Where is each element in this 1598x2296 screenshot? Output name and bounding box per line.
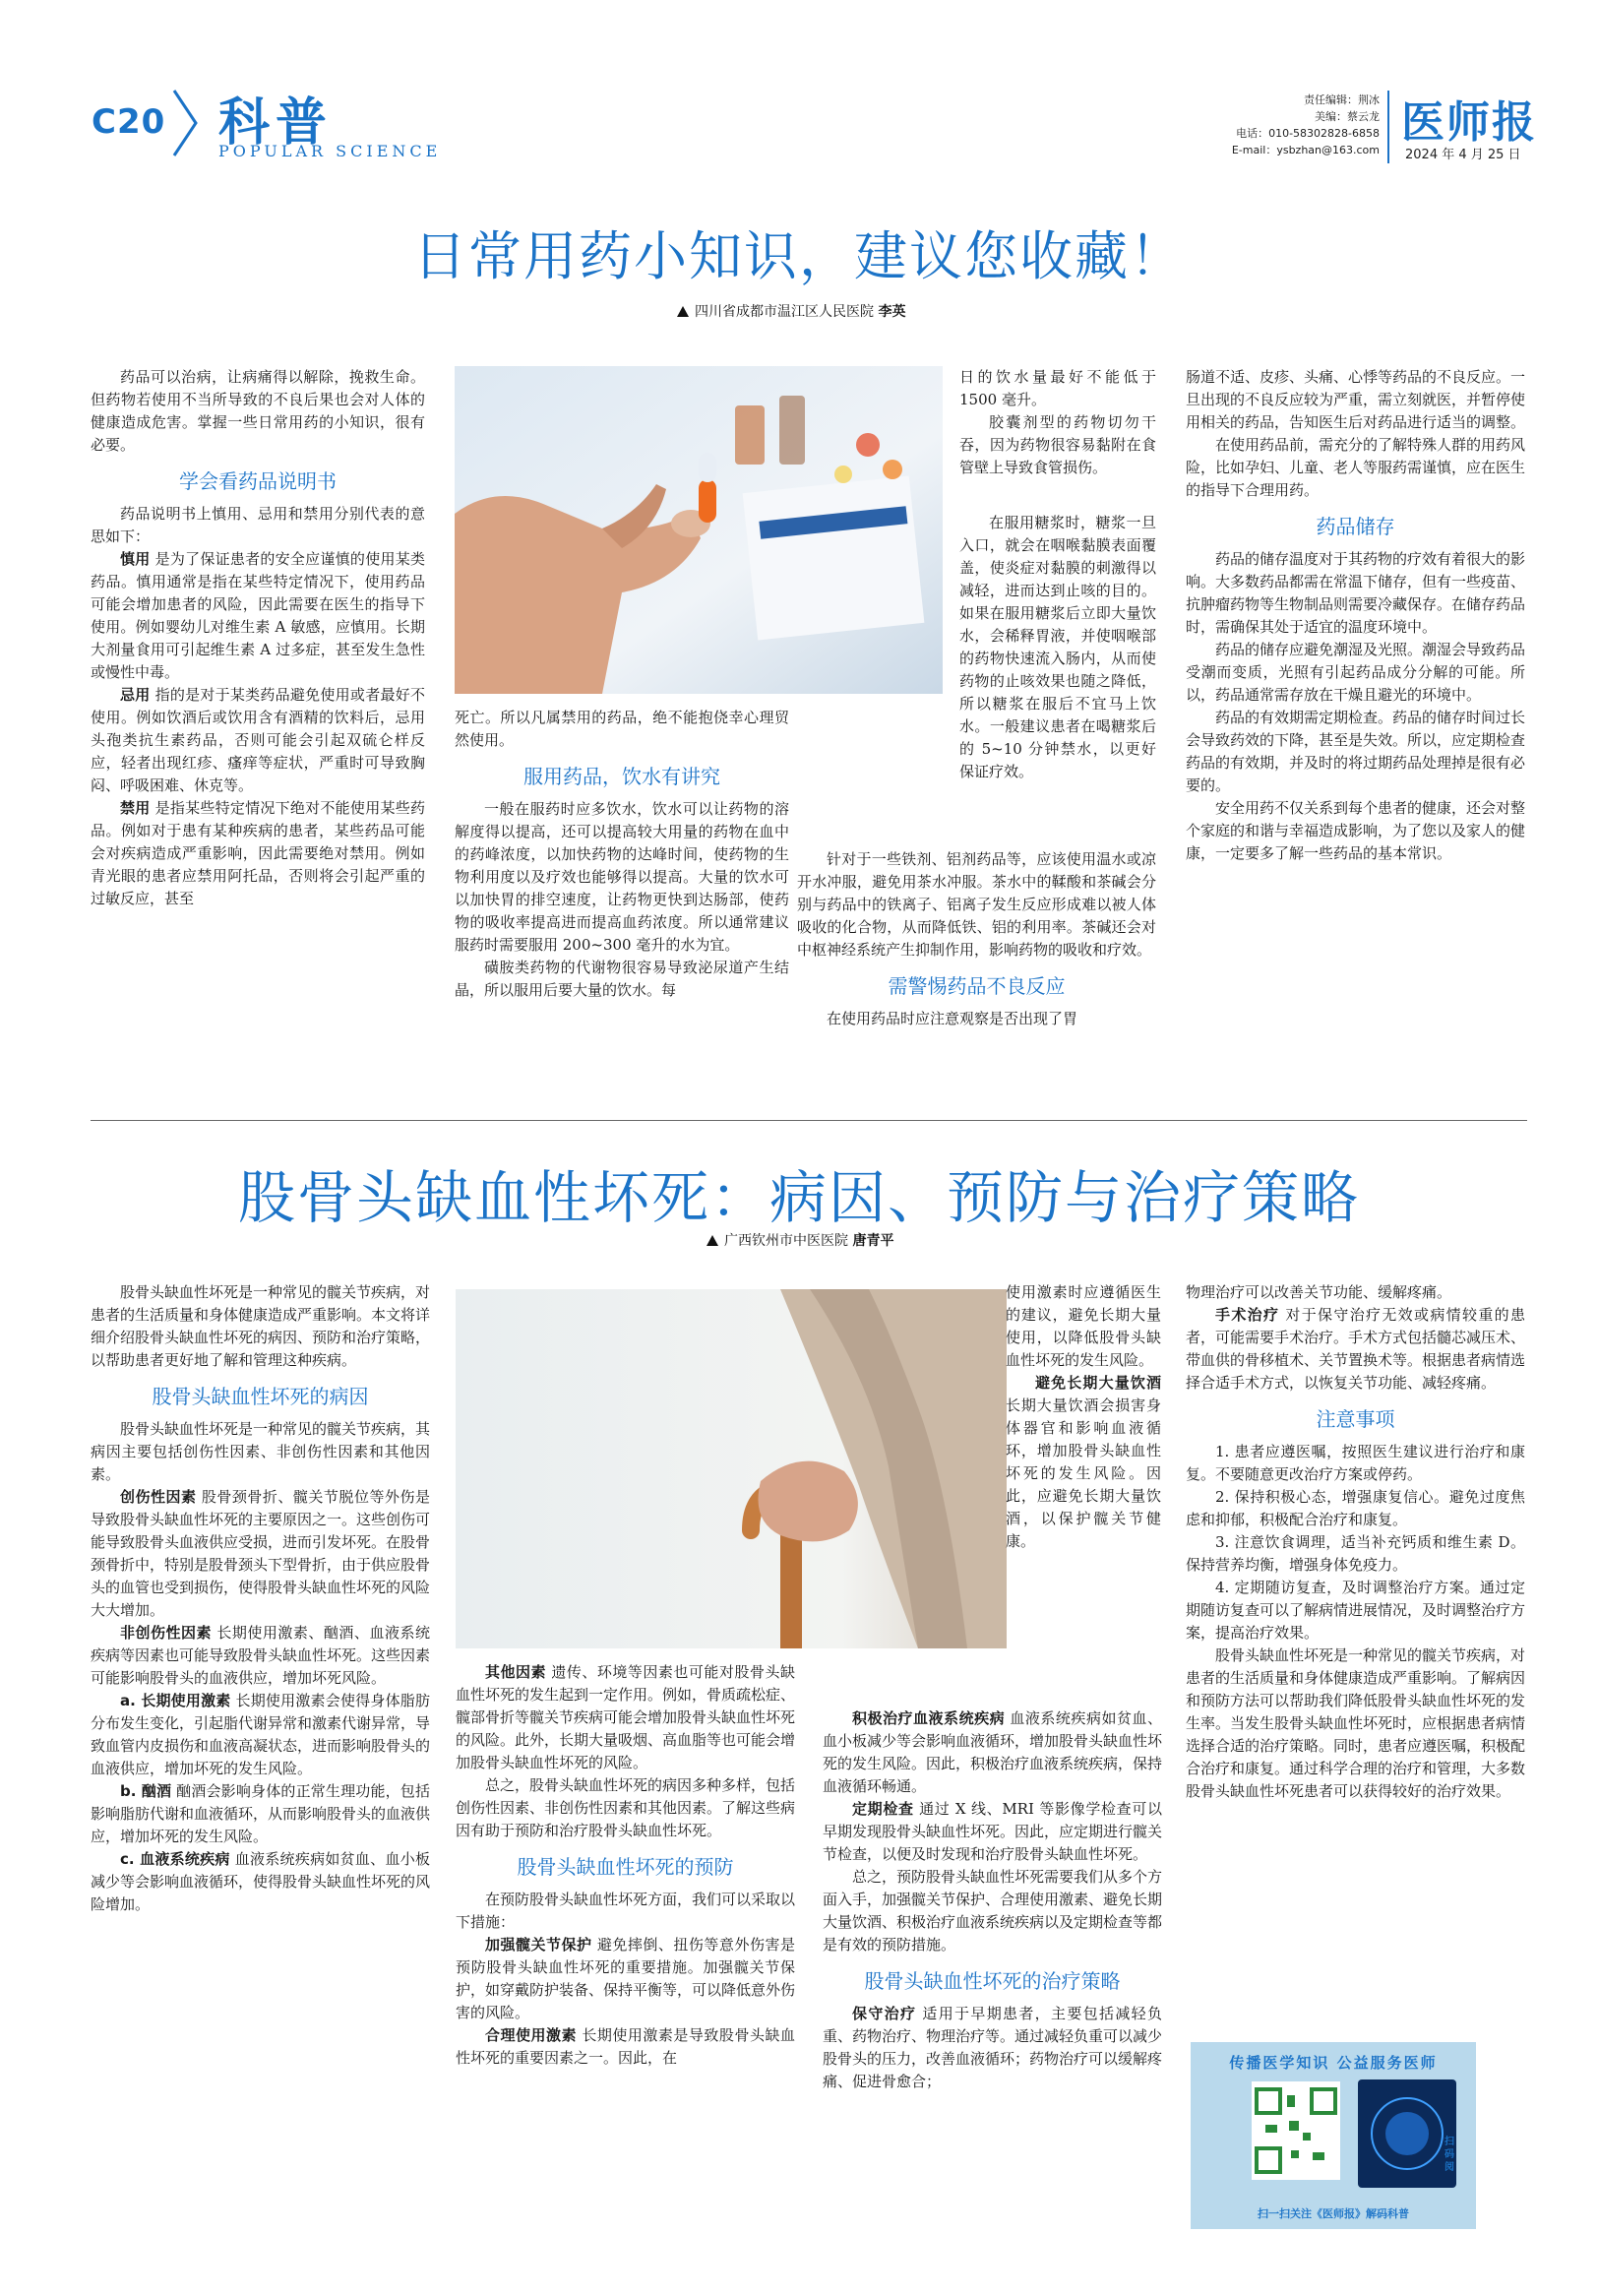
- triangle-icon: [707, 1235, 718, 1246]
- paragraph: [823, 1798, 1162, 1866]
- paragraph: [823, 1707, 1162, 1798]
- phone: 电话：010-58302828-6858: [1236, 127, 1380, 140]
- paragraph: [91, 548, 425, 684]
- article2-byline-org: 广西钦州市中医医院: [724, 1233, 848, 1249]
- paragraph: [456, 2024, 795, 2070]
- keyword: 保守治疗: [852, 2005, 917, 2022]
- paragraph-text: 通过 X 线、MRI 等影像学检查可以早期发现股骨头缺血性坏死。因此，应定期进行髋关节检查，以便及时发现和治疗股骨头缺血性坏死。: [823, 1800, 1163, 1863]
- note-item: 4. 定期随访复查，及时调整治疗方案。通过定期随访复查可以了解病情进展情况，及时调整治疗方案，提高治疗效果。: [1186, 1579, 1526, 1642]
- article1-column-2: [455, 707, 789, 1002]
- paragraph: 在使用药品时应注意观察是否出现了胃: [827, 1010, 1078, 1027]
- paragraph: 日的饮水量最好不能低于 1500 毫升。: [959, 368, 1156, 408]
- subheading: 药品储存: [1316, 515, 1395, 538]
- subheading: 注意事项: [1316, 1407, 1395, 1431]
- paragraph: 在使用药品前，需充分的了解特殊人群的用药风险，比如孕妇、儿童、老人等服药需谨慎，应在医生的指导下合理用药。: [1186, 436, 1526, 499]
- paragraph: 股骨头缺血性坏死是一种常见的髋关节疾病，对患者的生活质量和身体健康造成严重影响。本文将详细介绍股骨头缺血性坏死的病因、预防和治疗策略，以帮助患者更好地了解和管理这种疾病。: [91, 1283, 431, 1369]
- keyword: 手术治疗: [1215, 1306, 1280, 1324]
- keyword: 积极治疗血液系统疾病: [852, 1709, 1006, 1727]
- keyword: b. 酗酒: [120, 1782, 172, 1800]
- paragraph-text: 对于保守治疗无效或病情较重的患者，可能需要手术治疗。手术方式包括髓芯减压术、带血供的骨移植术、关节置换术等。根据患者病情选择合适手术方式，以恢复关节功能、减轻疼痛。: [1186, 1306, 1526, 1392]
- paragraph: 针对于一些铁剂、铝剂药品等，应该使用温水或凉开水冲服，避免用茶水冲服。茶水中的鞣酸和茶碱会分别与药品中的铁离子、铝离子发生反应形成难以被人体吸收的化合物，从而降低铁、铝的利用率。茶碱还会对中枢神经系统产生抑制作用，影响药物的吸收和疗效。: [797, 850, 1156, 959]
- keyword: 禁用: [120, 799, 151, 817]
- subheading: 需警惕药品不良反应: [888, 974, 1066, 998]
- paragraph: 药品的储存应避免潮湿及光照。潮湿会导致药品受潮而变质，光照有引起药品成分分解的可能。所以，药品通常需存放在干燥且避光的环境中。: [1186, 641, 1526, 704]
- paragraph: [456, 1934, 795, 2024]
- note-item: 3. 注意饮食调理，适当补充钙质和维生素 D。保持营养均衡，增强身体免疫力。: [1186, 1533, 1525, 1574]
- paragraph: 药品可以治病，让病痛得以解除，挽救生命。但药物若使用不当所导致的不良后果也会对人体的健康造成危害。掌握一些日常用药的小知识，很有必要。: [91, 368, 425, 454]
- subheading: 服用药品，饮水有讲究: [523, 765, 720, 788]
- promo-caption: 扫一扫关注《医师报》解码科普: [1258, 2207, 1409, 2220]
- article1-byline-author: 李英: [878, 304, 906, 320]
- subheading: 股骨头缺血性坏死的病因: [152, 1385, 369, 1408]
- paragraph: [91, 797, 425, 910]
- section-title: 科普: [218, 93, 334, 153]
- promo-box: [1191, 2042, 1476, 2229]
- paragraph-text: 是为了保证患者的安全应谨慎的使用某类药品。慎用通常是指在某些特定情况下，使用药品可能会增加患者的风险，因此需要在医生的指导下使用。例如婴幼儿对维生素 A 敏感，应慎用。长期大剂量食用可引起维生素 A 过多症，甚至发生急性或慢性中毒。: [91, 550, 425, 681]
- paragraph: [91, 684, 425, 797]
- paragraph-text: 长期使用激素是导致股骨头缺血性坏死的重要因素之一。因此，在: [456, 2026, 795, 2067]
- article2-photo: [456, 1289, 1007, 1648]
- keyword: 避免长期大量饮酒: [1035, 1374, 1161, 1392]
- note-item: 2. 保持积极心态，增强康复信心。避免过度焦虑和抑郁，积极配合治疗和康复。: [1186, 1488, 1525, 1528]
- promo-emblem-icon: [1358, 2079, 1456, 2188]
- paragraph-text: 长期使用激素会使得身体脂肪分布发生变化，引起脂代谢异常和激素代谢异常，导致血管内皮损伤和血液高凝状态，进而影响股骨头的血液供应，增加坏死的发生风险。: [91, 1692, 431, 1777]
- paragraph: 药品的有效期需定期检查。药品的储存时间过长会导致药效的下降，甚至是失效。所以，应定期检查药品的有效期，并及时的将过期药品处理掉是很有必要的。: [1186, 709, 1526, 794]
- paragraph: 股骨头缺血性坏死是一种常见的髋关节疾病，其病因主要包括创伤性因素、非创伤性因素和其他因素。: [91, 1420, 431, 1483]
- cane-photo-illustration: [456, 1289, 1007, 1648]
- promo-title: 传播医学知识 公益服务医师: [1229, 2054, 1438, 2072]
- article1-byline: [677, 301, 905, 321]
- keyword: 非创伤性因素: [120, 1624, 213, 1642]
- article2-byline-author: 唐青平: [852, 1233, 894, 1249]
- issue-date: 2024 年 4 月 25 日: [1405, 148, 1521, 162]
- art-editor-credit: 美编：蔡云龙: [1315, 110, 1380, 123]
- paragraph-text: 酗酒会影响身体的正常生理功能，包括影响脂肪代谢和血液循环，从而影响股骨头的血液供应，增加坏死的发生风险。: [91, 1782, 431, 1845]
- article1-title: 日常用药小知识，建议您收藏！: [413, 225, 1185, 287]
- qr-code-icon[interactable]: [1252, 2081, 1340, 2180]
- paragraph: 磺胺类药物的代谢物很容易导致泌尿道产生结晶，所以服用后要大量的饮水。每: [455, 959, 789, 999]
- paragraph: [456, 1661, 795, 1774]
- article1-column-3-lower: [797, 848, 1156, 1030]
- article2-column-2: [456, 1661, 795, 2070]
- paragraph: [91, 1622, 430, 1690]
- article-divider: [91, 1120, 1527, 1121]
- article1-column-4: [1186, 366, 1525, 865]
- keyword: 忌用: [120, 686, 151, 704]
- editor-credit: 责任编辑：荆冰: [1304, 93, 1380, 106]
- paragraph: [91, 1848, 430, 1916]
- article1-column-3: [797, 512, 1156, 783]
- keyword: a. 长期使用激素: [120, 1692, 231, 1709]
- chevron-right-icon: [170, 87, 200, 159]
- paragraph-text: 血液系统疾病如贫血、血小板减少等会影响血液循环，使得股骨头缺血性坏死的风险增加。: [91, 1850, 431, 1913]
- keyword: 合理使用激素: [485, 2026, 578, 2044]
- article2-column-1: [91, 1281, 430, 1916]
- paragraph: 在预防股骨头缺血性坏死方面，我们可以采取以下措施：: [456, 1891, 796, 1931]
- paragraph-text: 长期使用激素、酗酒、血液系统疾病等因素也可能导致股骨头缺血性坏死。这些因素可能影响股骨头的血液供应，增加坏死风险。: [91, 1624, 431, 1687]
- subheading: 学会看药品说明书: [179, 469, 337, 493]
- paragraph: [91, 1690, 430, 1780]
- keyword: c. 血液系统疾病: [120, 1850, 230, 1868]
- paragraph: [1006, 1372, 1161, 1553]
- note-item: 1. 患者应遵医嘱，按照医生建议进行治疗和康复。不要随意更改治疗方案或停药。: [1186, 1443, 1525, 1483]
- article2-byline: [707, 1230, 893, 1250]
- subheading: 股骨头缺血性坏死的治疗策略: [864, 1969, 1121, 1993]
- newspaper-logo: 医师报: [1401, 97, 1537, 148]
- paragraph-text: 血液系统疾病如贫血、血小板减少等会影响血液循环，增加股骨头缺血性坏死的发生风险。因此，积极治疗血液系统疾病，保持血液循环畅通。: [823, 1709, 1163, 1795]
- promo-side-text: 扫码阅: [1444, 2137, 1454, 2173]
- keyword: 创伤性因素: [120, 1488, 197, 1506]
- paragraph: 总之，股骨头缺血性坏死的病因多种多样，包括创伤性因素、非创伤性因素和其他因素。了解这些病因有助于预防和治疗股骨头缺血性坏死。: [456, 1776, 796, 1839]
- paragraph: [91, 1780, 430, 1848]
- paragraph-text: 长期大量饮酒会损害身体器官和影响血液循环，增加股骨头缺血性坏死的发生风险。因此，应避免长期大量饮酒，以保护髋关节健康。: [1006, 1396, 1161, 1550]
- article1-byline-org: 四川省成都市温江区人民医院: [695, 304, 874, 320]
- paragraph-text: 避免摔倒、扭伤等意外伤害是预防股骨头缺血性坏死的重要措施。加强髋关节保护，如穿戴防护装备、保持平衡等，可以降低意外伤害的风险。: [456, 1936, 796, 2021]
- paragraph-text: 股骨颈骨折、髋关节脱位等外伤是导致股骨头缺血性坏死的主要原因之一。这些创伤可能导致股骨头血液供应受损，进而引发坏死。在股骨颈骨折中，特别是股骨颈头下型骨折，由于供应股骨头的血管也受到损伤，使得股骨头缺血性坏死的风险大大增加。: [91, 1488, 431, 1619]
- paragraph: 物理治疗可以改善关节功能、缓解疼痛。: [1186, 1283, 1452, 1301]
- paragraph: 一般在服药时应多饮水，饮水可以让药物的溶解度得以提高，还可以提高较大用量的药物在血中的药峰浓度，以加快药物的达峰时间，使药物的生物利用度以及疗效也能够得以提高。大量的饮水可以加快胃的排空速度，让药物更快到达肠部，使药物的吸收率提高进而提高血药浓度。所以通常建议服药时需要服用 200~300 毫升的水为宜。: [455, 800, 789, 954]
- masthead-info: [1183, 92, 1380, 158]
- triangle-icon: [677, 306, 689, 317]
- masthead-divider: [1387, 91, 1389, 163]
- email: E-mail：ysbzhan@163.com: [1231, 144, 1380, 156]
- paragraph-text: 遗传、环境等因素也可能对股骨头缺血性坏死的发生起到一定作用。例如，骨质疏松症、髋部骨折等髋关节疾病可能会增加股骨头缺血性坏死的风险。此外，长期大量吸烟、高血脂等也可能会增加股骨头缺血性坏死的风险。: [456, 1663, 796, 1771]
- paragraph: 使用激素时应遵循医生的建议，避免长期大量使用，以降低股骨头缺血性坏死的发生风险。: [1006, 1283, 1161, 1369]
- paragraph: 死亡。所以凡属禁用的药品，绝不能抱侥幸心理贸然使用。: [455, 709, 789, 749]
- paragraph: 药品的储存温度对于其药物的疗效有着很大的影响。大多数药品都需在常温下储存，但有一些疫苗、抗肿瘤药物等生物制品则需要冷藏保存。在储存药品时，需确保其处于适宜的温度环境中。: [1186, 550, 1526, 636]
- paragraph: 肠道不适、皮疹、头痛、心悸等药品的不良反应。一旦出现的不良反应较为严重，需立刻就医，并暂停使用相关的药品，告知医生后对药品进行适当的调整。: [1186, 368, 1526, 431]
- keyword: 其他因素: [485, 1663, 547, 1681]
- article2-column-3: [823, 1707, 1162, 2093]
- article1-column-1: [91, 366, 425, 910]
- page-number: C20: [92, 102, 166, 142]
- article1-column-3-narrow: [959, 366, 1156, 479]
- paragraph: [823, 2003, 1162, 2093]
- article2-title: 股骨头缺血性坏死：病因、预防与治疗策略: [237, 1164, 1360, 1231]
- paragraph: 胶囊剂型的药物切勿干吞，因为药物很容易黏附在食管壁上导致食管损伤。: [959, 413, 1156, 476]
- paragraph-text: 是指某些特定情况下绝对不能使用某些药品。例如对于患有某种疾病的患者，某些药品可能会对疾病造成严重影响，因此需要绝对禁用。例如青光眼的患者应禁用阿托品，否则将会引起严重的过敏反应，甚至: [91, 799, 425, 907]
- article2-column-3-narrow: [1006, 1281, 1161, 1553]
- article2-column-4: [1186, 1281, 1525, 1803]
- paragraph: 安全用药不仅关系到每个患者的健康，还会对整个家庭的和谐与幸福造成影响，为了您以及家人的健康，一定要多了解一些药品的基本常识。: [1186, 799, 1526, 862]
- paragraph: 药品说明书上慎用、忌用和禁用分别代表的意思如下：: [91, 505, 425, 545]
- section-subtitle: POPULAR SCIENCE: [218, 142, 442, 160]
- paragraph-text: 指的是对于某类药品避免使用或者最好不使用。例如饮酒后或饮用含有酒精的饮料后，忌用头孢类抗生素药品，否则可能会引起双硫仑样反应，轻者出现红疹、瘙痒等症状，严重时可导致胸闷、呼吸困难、休克等。: [91, 686, 425, 794]
- subheading: 股骨头缺血性坏死的预防: [517, 1855, 734, 1879]
- paragraph: [1186, 1304, 1525, 1395]
- keyword: 加强髋关节保护: [485, 1936, 592, 1954]
- paragraph: 在服用糖浆时，糖浆一旦入口，就会在咽喉黏膜表面覆盖，使炎症对黏膜的刺激得以减轻，进而达到止咳的目的。如果在服用糖浆后立即大量饮水，会稀释胃液，并使咽喉部的药物快速流入肠内，从而使药物的止咳效果也随之降低，所以糖浆在服后不宜马上饮水。一般建议患者在喝糖浆后的 5~10 分钟禁水，以更好保证疗效。: [959, 514, 1156, 780]
- paragraph: 总之，预防股骨头缺血性坏死需要我们从多个方面入手，加强髋关节保护、合理使用激素、避免长期大量饮酒、积极治疗血液系统疾病以及定期检查等都是有效的预防措施。: [823, 1868, 1163, 1954]
- keyword: 定期检查: [852, 1800, 914, 1818]
- paragraph-text: 适用于早期患者，主要包括减轻负重、药物治疗、物理治疗等。通过减轻负重可以减少股骨头的压力，改善血液循环；药物治疗可以缓解疼痛、促进骨愈合；: [823, 2005, 1163, 2090]
- paragraph: [91, 1486, 430, 1622]
- keyword: 慎用: [120, 550, 151, 568]
- paragraph: 股骨头缺血性坏死是一种常见的髋关节疾病，对患者的生活质量和身体健康造成严重影响。了解病因和预防方法可以帮助我们降低股骨头缺血性坏死的发生率。当发生股骨头缺血性坏死时，应根据患者病情选择合适的治疗策略。同时，患者应遵医嘱，积极配合治疗和康复。通过科学合理的治疗和管理，大多数股骨头缺血性坏死患者可以获得较好的治疗效果。: [1186, 1646, 1526, 1800]
